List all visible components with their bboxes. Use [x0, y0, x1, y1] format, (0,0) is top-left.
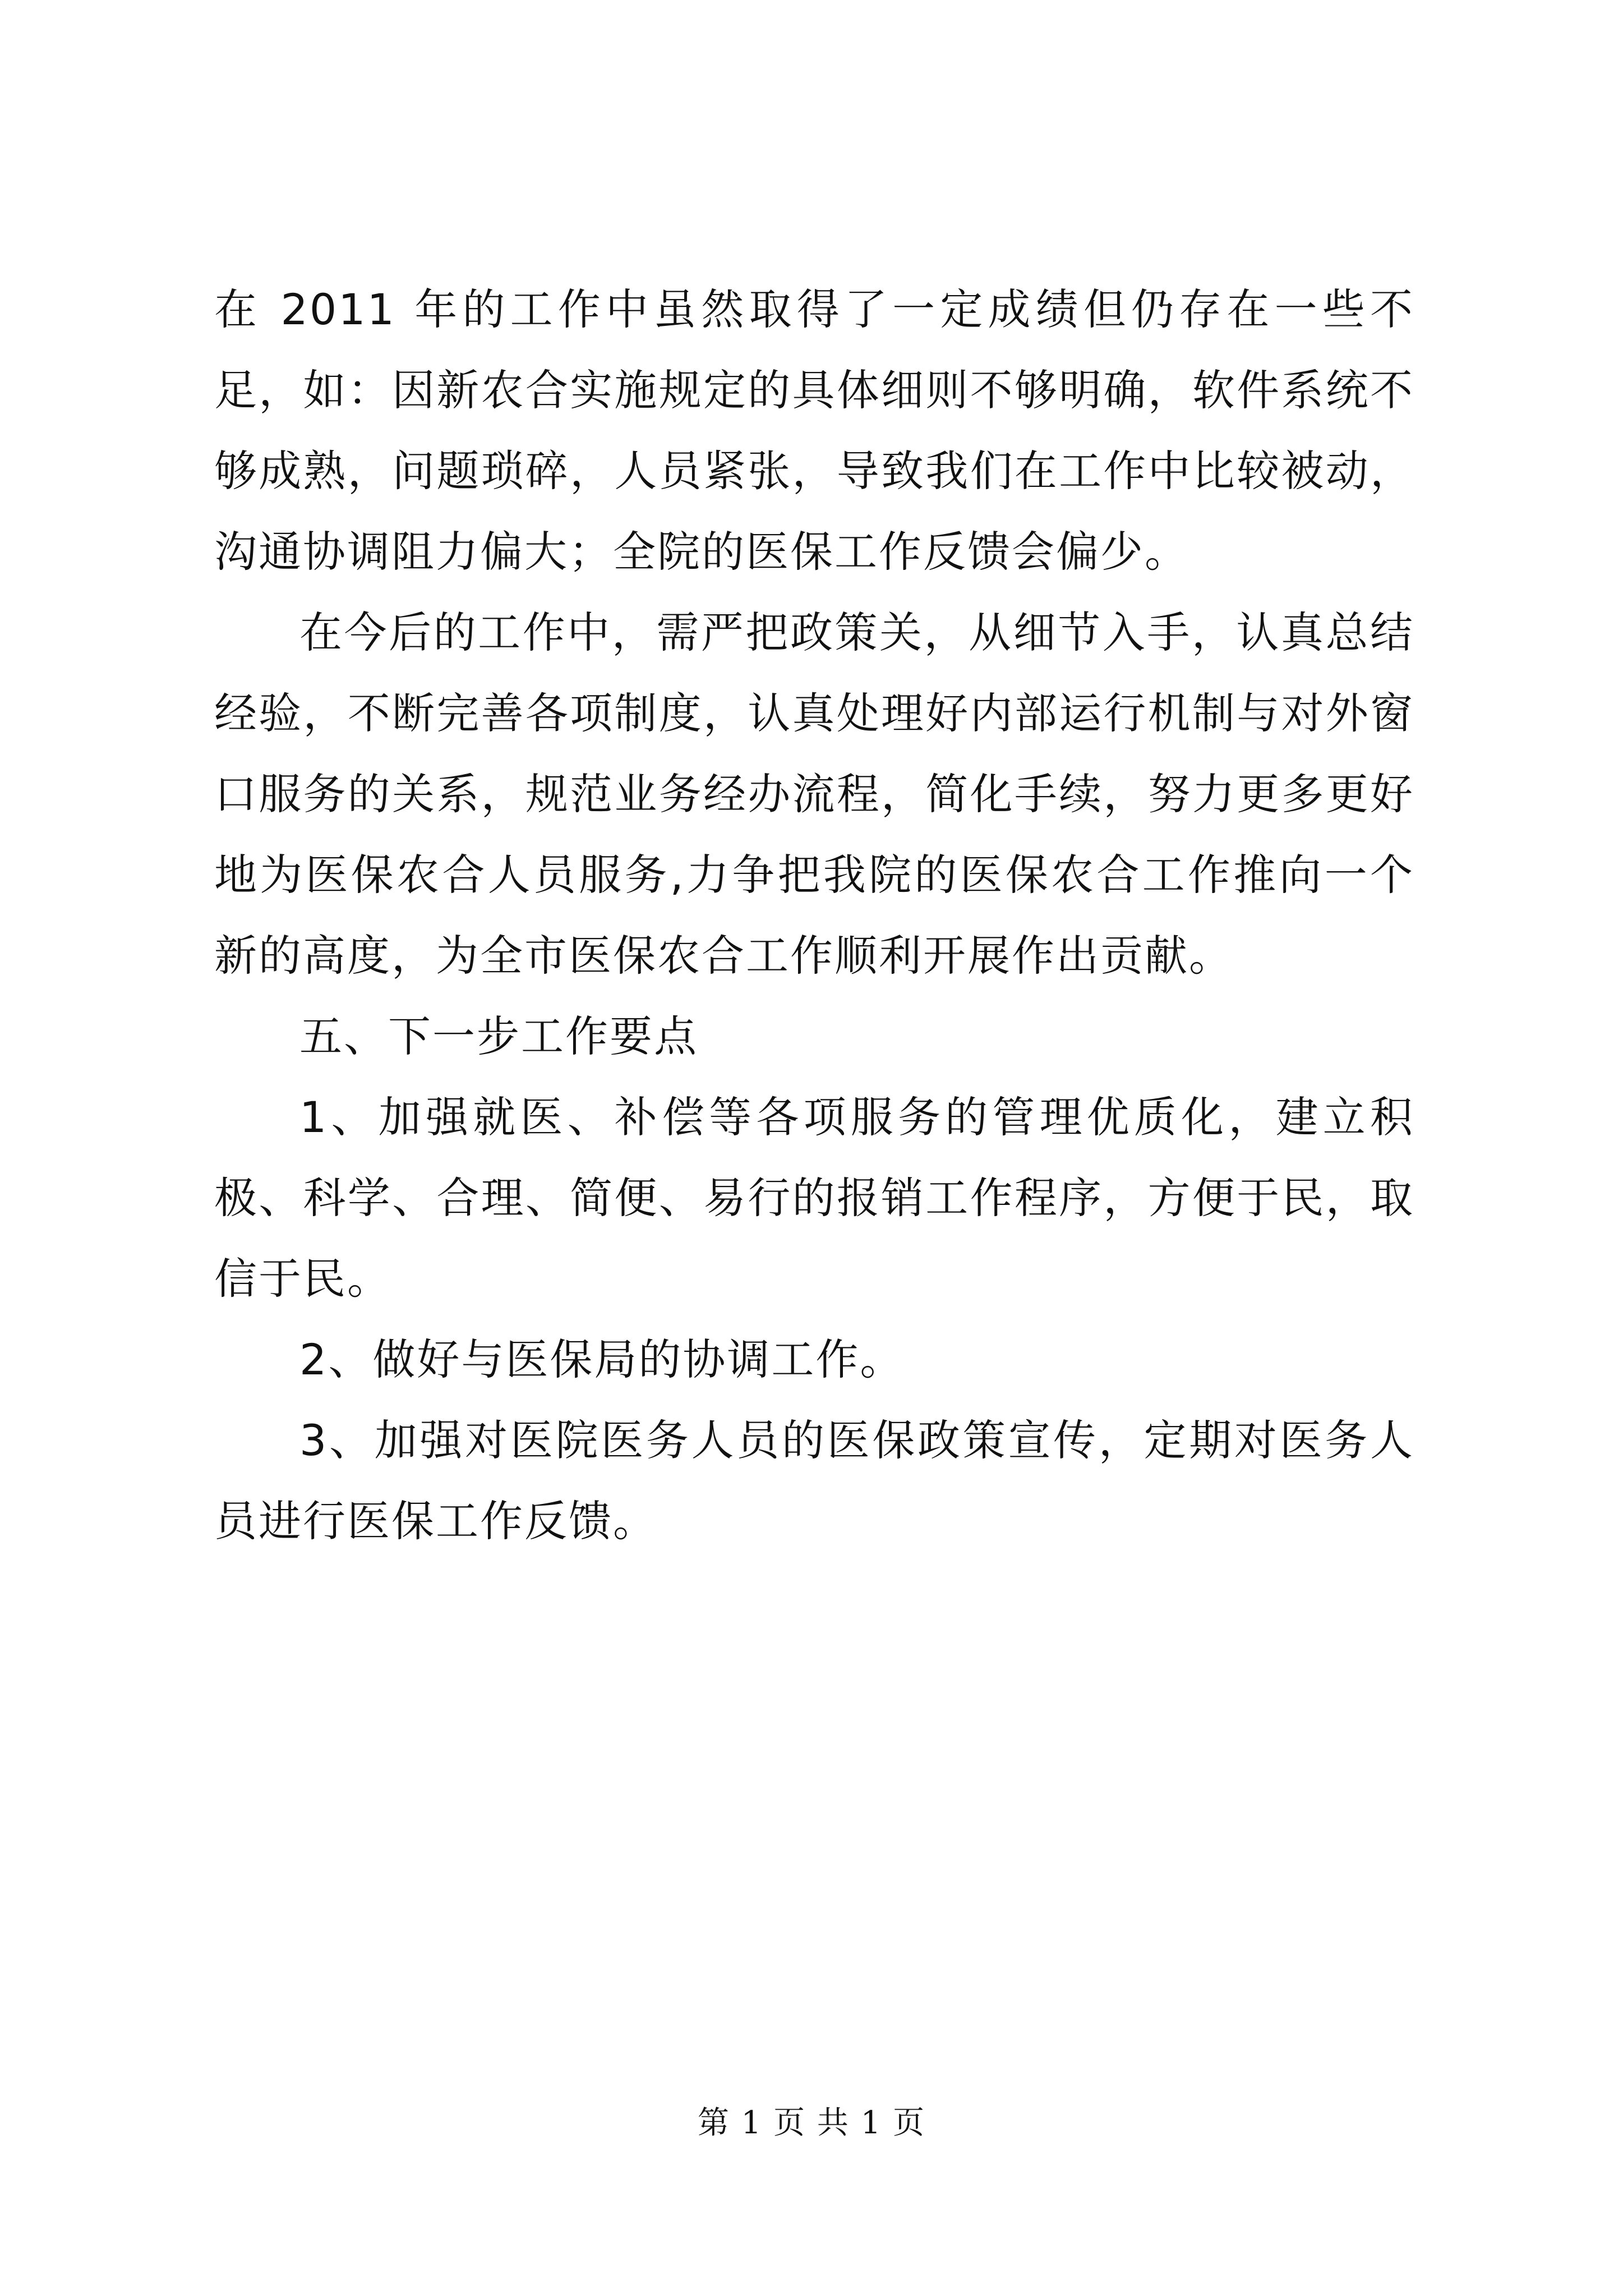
paragraph-shortcomings: 在 2011 年的工作中虽然取得了一定成绩但仍存在一些不足，如：因新农合实施规定的具体细则不够明确，软件系统不够成熟，问题琐碎，人员紧张，导致我们在工作中比较被动，沟通协调阻力偏大；全院的医保工作反馈会偏少。: [214, 284, 1414, 577]
list-item-3: 3、加强对医院医务人员的医保政策宣传，定期对医务人员进行医保工作反馈。: [214, 1415, 1414, 1546]
page-footer: 第 1 页 共 1 页: [697, 2105, 926, 2141]
paragraph-future-work: 在今后的工作中，需严把政策关，从细节入手，认真总结经验，不断完善各项制度，认真处理好内部运行机制与对外窗口服务的关系，规范业务经办流程，简化手续，努力更多更好地为医保农合人员服务,力争把我院的医保农合工作推向一个新的高度，为全市医保农合工作顺利开展作出贡献。: [214, 608, 1414, 981]
list-item-2: 2、做好与医保局的协调工作。: [299, 1335, 905, 1384]
list-item-1: 1、加强就医、补偿等各项服务的管理优质化，建立积极、科学、合理、简便、易行的报销工作程序，方便于民，取信于民。: [214, 1092, 1414, 1304]
section-heading-next-steps: 五、下一步工作要点: [299, 1011, 698, 1061]
document-body: [214, 269, 1414, 1562]
